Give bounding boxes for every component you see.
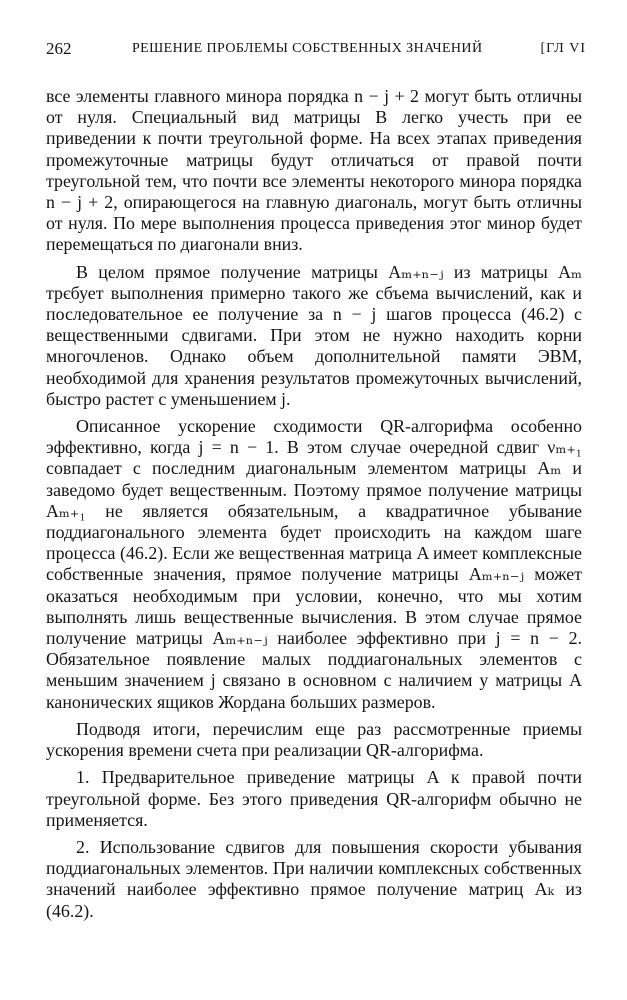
paragraph-continued: все элементы главного минора порядка n − j + 2 могут быть отличны от нуля. Специальный вид матрицы B легко учесть при ее приведении к почти треугольной форме. На всех этапах приведения промежуточные матрицы будут отличаться от правой почти треугольной тем, что почти все элементы некоторого минора порядка n − j + 2, опирающегося на главную диагональ, могут быть отличны от нуля. По мере выполнения процесса приведения этог минор будет перемещаться по диагонали вниз. xyxy=(46,86,582,255)
running-title: РЕШЕНИЕ ПРОБЛЕМЫ СОБСТВЕННЫХ ЗНАЧЕНИЙ xyxy=(132,41,483,56)
page-header xyxy=(40,36,586,64)
chapter-marker: [ГЛ VI xyxy=(540,41,586,56)
page-body xyxy=(46,86,582,922)
list-item-2: 2. Использование сдвигов для повышения скорости убывания поддиагональных элементов. При наличии комплексных собственных значений наиболее эффективно прямое получение матриц Aₖ из (46.2). xyxy=(46,836,582,921)
paragraph-summary-intro: Подводя итоги, перечислим еще раз рассмотренные приемы ускорения времени счета при реализации QR-алгорифма. xyxy=(46,718,582,761)
paragraph-direct-computation: В целом прямое получение матрицы Aₘ₊ₙ₋ⱼ из матрицы Aₘ трєбует выполнения примерно такого же сбъема вычислений, как и последовательное ее получение за n − j шагов процесса (46.2) с вещественными сдвигами. При этом не нужно находить корни многочленов. Однако объем дополнительной памяти ЭВМ, необходимой для хранения результатов промежуточных вычислений, быстро растет с уменьшением j. xyxy=(46,261,582,409)
list-item-1: 1. Предварительное приведение матрицы A к правой почти треугольной форме. Без этого приведения QR-алгорифм обычно не применяется. xyxy=(46,767,582,830)
page-number: 262 xyxy=(46,39,72,58)
paragraph-convergence-acceleration: Описанное ускорение сходимости QR-алгорифма особенно эффективно, когда j = n − 1. В этом случае очередной сдвиг νₘ₊₁ совпадает с последним диагональным элементом матрицы Aₘ и заведомо будет вещественным. Поэтому прямое получение матрицы Aₘ₊₁ не является обязательным, а квадратичное убывание поддиагонального элемента будет происходить на каждом шаге процесса (46.2). Если же вещественная матрица A имеет комплексные собственные значения, прямое получение матрицы Aₘ₊ₙ₋ⱼ может оказаться необходимым при условии, конечно, что мы хотим выполнять лишь вещественные вычисления. В этом случае прямое получение матрицы Aₘ₊ₙ₋ⱼ наиболее эффективно при j = n − 2. Обязательное появление малых поддиагональных элементов с меньшим значением j связано в основном с наличием у матрицы A канонических ящиков Жордана больших размеров. xyxy=(46,416,582,712)
